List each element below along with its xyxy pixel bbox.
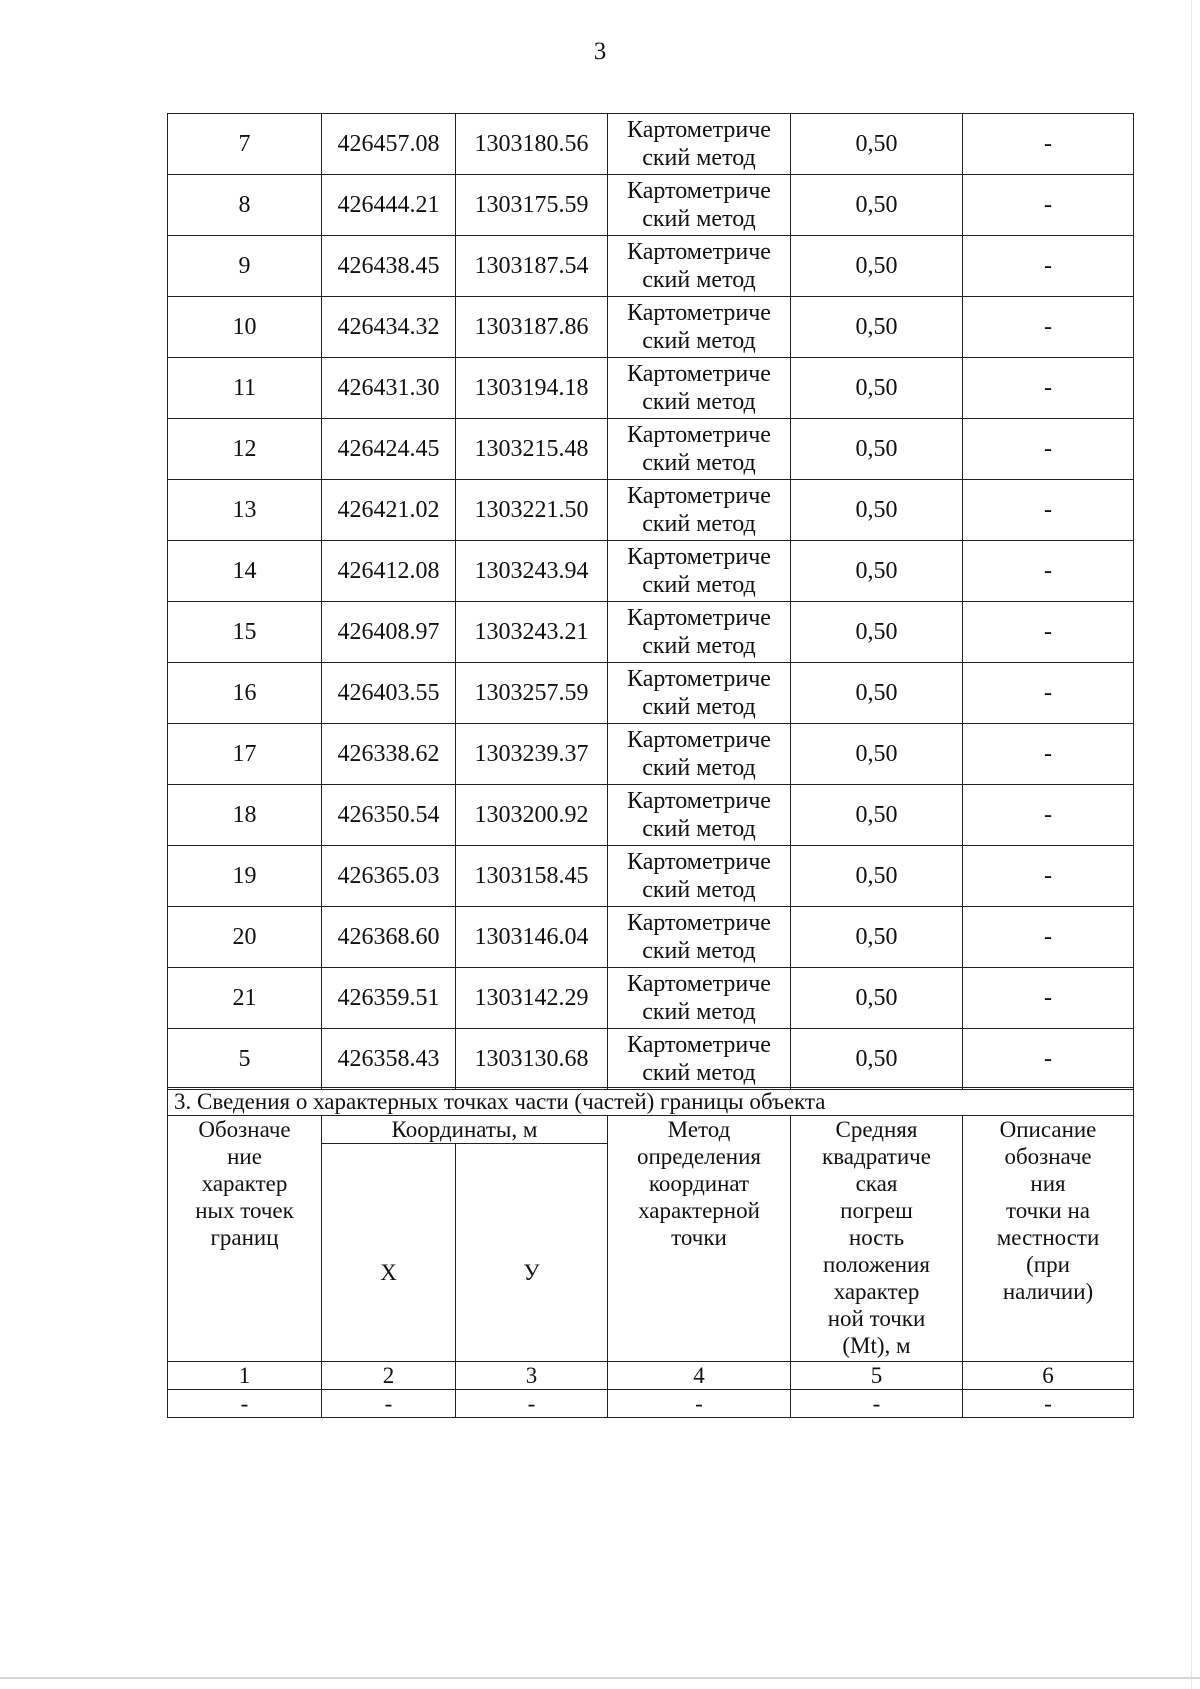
- point-number-cell: 18: [168, 785, 322, 846]
- description-cell: -: [963, 907, 1134, 968]
- method-cell: [608, 968, 791, 1029]
- coord-y-cell: 1303243.94: [456, 541, 608, 602]
- description-cell: -: [963, 785, 1134, 846]
- column-number-cell: 6: [963, 1362, 1134, 1390]
- header-line: ность: [848, 1225, 905, 1250]
- table-row: [168, 785, 1134, 846]
- table-row: [168, 968, 1134, 1029]
- error-cell: 0,50: [791, 907, 963, 968]
- error-cell: 0,50: [791, 785, 963, 846]
- method-line-1: Картометриче: [627, 300, 771, 326]
- empty-cell: -: [791, 1390, 963, 1418]
- method-line-1: Картометриче: [627, 910, 771, 936]
- empty-cell: -: [168, 1390, 322, 1418]
- method-line-2: ский метод: [642, 999, 756, 1025]
- header-line: положения: [823, 1252, 930, 1277]
- method-line-2: ский метод: [642, 572, 756, 598]
- point-number-cell: 20: [168, 907, 322, 968]
- header-line: погреш: [840, 1198, 913, 1223]
- method-line-1: Картометриче: [627, 117, 771, 143]
- coord-x-cell: 426358.43: [322, 1029, 456, 1090]
- column-number-cell: 1: [168, 1362, 322, 1390]
- method-line-1: Картометриче: [627, 178, 771, 204]
- method-line-2: ский метод: [642, 633, 756, 659]
- error-cell: 0,50: [791, 1029, 963, 1090]
- header-line: определения: [636, 1144, 761, 1169]
- empty-cell: -: [322, 1390, 456, 1418]
- header-line: обозначе: [1004, 1144, 1092, 1169]
- point-number-cell: 9: [168, 236, 322, 297]
- error-cell: 0,50: [791, 114, 963, 175]
- coord-y-cell: 1303187.54: [456, 236, 608, 297]
- description-cell: -: [963, 297, 1134, 358]
- header-line: Описание: [999, 1117, 1097, 1142]
- header-designation: [168, 1116, 322, 1362]
- method-line-1: Картометриче: [627, 422, 771, 448]
- header-line: ных точек: [195, 1198, 294, 1223]
- empty-data-row: [168, 1390, 1134, 1418]
- section-title: 3. Сведения о характерных точках части (частей) границы объекта: [168, 1088, 1134, 1116]
- empty-cell: -: [963, 1390, 1134, 1418]
- coord-y-cell: 1303130.68: [456, 1029, 608, 1090]
- method-line-2: ский метод: [642, 694, 756, 720]
- header-line: Средняя: [835, 1117, 918, 1142]
- coord-x-cell: 426338.62: [322, 724, 456, 785]
- header-line: Обозначе: [198, 1117, 291, 1142]
- page-number: 3: [593, 38, 607, 65]
- method-line-2: ский метод: [642, 389, 756, 415]
- method-cell: [608, 419, 791, 480]
- header-error: [791, 1116, 963, 1362]
- coord-y-cell: 1303200.92: [456, 785, 608, 846]
- coord-x-cell: 426350.54: [322, 785, 456, 846]
- method-line-1: Картометриче: [627, 239, 771, 265]
- description-cell: -: [963, 419, 1134, 480]
- table-row: [168, 480, 1134, 541]
- error-cell: 0,50: [791, 968, 963, 1029]
- coord-x-cell: 426424.45: [322, 419, 456, 480]
- header-y: У: [456, 1144, 608, 1362]
- table-row: [168, 1029, 1134, 1090]
- error-cell: 0,50: [791, 846, 963, 907]
- method-cell: [608, 602, 791, 663]
- coord-y-cell: 1303221.50: [456, 480, 608, 541]
- coord-y-cell: 1303142.29: [456, 968, 608, 1029]
- error-cell: 0,50: [791, 663, 963, 724]
- header-line: точки: [671, 1225, 727, 1250]
- column-number-cell: 2: [322, 1362, 456, 1390]
- method-line-1: Картометриче: [627, 1032, 771, 1058]
- header-line: ние: [227, 1144, 262, 1169]
- header-line: (Mt), м: [842, 1333, 911, 1358]
- header-line: ская: [855, 1171, 898, 1196]
- description-cell: -: [963, 236, 1134, 297]
- coord-y-cell: 1303146.04: [456, 907, 608, 968]
- empty-cell: -: [456, 1390, 608, 1418]
- description-cell: -: [963, 846, 1134, 907]
- point-number-cell: 15: [168, 602, 322, 663]
- method-line-1: Картометриче: [627, 605, 771, 631]
- method-line-1: Картометриче: [627, 849, 771, 875]
- point-number-cell: 7: [168, 114, 322, 175]
- header-line: (при: [1026, 1252, 1070, 1277]
- column-number-cell: 3: [456, 1362, 608, 1390]
- coord-x-cell: 426365.03: [322, 846, 456, 907]
- header-line: границ: [210, 1225, 279, 1250]
- coord-x-cell: 426412.08: [322, 541, 456, 602]
- header-line: наличии): [1002, 1279, 1094, 1304]
- description-cell: -: [963, 968, 1134, 1029]
- description-cell: -: [963, 602, 1134, 663]
- point-number-cell: 5: [168, 1029, 322, 1090]
- method-line-1: Картометриче: [627, 361, 771, 387]
- header-coordinates: Координаты, м: [322, 1116, 608, 1144]
- coord-y-cell: 1303175.59: [456, 175, 608, 236]
- header-line: Метод: [667, 1117, 731, 1142]
- method-line-2: ский метод: [642, 206, 756, 232]
- error-cell: 0,50: [791, 480, 963, 541]
- description-cell: -: [963, 114, 1134, 175]
- header-description: [963, 1116, 1134, 1362]
- coord-y-cell: 1303158.45: [456, 846, 608, 907]
- description-cell: -: [963, 480, 1134, 541]
- point-number-cell: 10: [168, 297, 322, 358]
- table-row: [168, 175, 1134, 236]
- point-number-cell: 17: [168, 724, 322, 785]
- coord-y-cell: 1303257.59: [456, 663, 608, 724]
- column-number-cell: 4: [608, 1362, 791, 1390]
- method-cell: [608, 358, 791, 419]
- method-cell: [608, 297, 791, 358]
- coord-y-cell: 1303243.21: [456, 602, 608, 663]
- coord-y-cell: 1303215.48: [456, 419, 608, 480]
- coord-y-cell: 1303239.37: [456, 724, 608, 785]
- header-line: характер: [201, 1171, 288, 1196]
- error-cell: 0,50: [791, 236, 963, 297]
- header-line: точки на: [1006, 1198, 1091, 1223]
- table-row: [168, 114, 1134, 175]
- method-line-2: ский метод: [642, 450, 756, 476]
- table-row: [168, 419, 1134, 480]
- method-cell: [608, 785, 791, 846]
- error-cell: 0,50: [791, 358, 963, 419]
- header-line: характерной: [638, 1198, 760, 1223]
- table-row: [168, 724, 1134, 785]
- method-line-2: ский метод: [642, 145, 756, 171]
- method-line-2: ский метод: [642, 938, 756, 964]
- point-number-cell: 12: [168, 419, 322, 480]
- error-cell: 0,50: [791, 541, 963, 602]
- method-cell: [608, 236, 791, 297]
- column-numbers-row: [168, 1362, 1134, 1390]
- coord-y-cell: 1303187.86: [456, 297, 608, 358]
- error-cell: 0,50: [791, 297, 963, 358]
- part-boundary-table: [167, 1087, 1134, 1418]
- method-cell: [608, 1029, 791, 1090]
- error-cell: 0,50: [791, 724, 963, 785]
- coord-x-cell: 426434.32: [322, 297, 456, 358]
- header-method: [608, 1116, 791, 1362]
- method-line-1: Картометриче: [627, 544, 771, 570]
- point-number-cell: 13: [168, 480, 322, 541]
- coord-x-cell: 426403.55: [322, 663, 456, 724]
- method-cell: [608, 846, 791, 907]
- point-number-cell: 19: [168, 846, 322, 907]
- table-row: [168, 236, 1134, 297]
- method-line-1: Картометриче: [627, 727, 771, 753]
- coord-x-cell: 426359.51: [322, 968, 456, 1029]
- scan-bottom-edge: [0, 1677, 1200, 1679]
- header-x: X: [322, 1144, 456, 1362]
- coord-x-cell: 426431.30: [322, 358, 456, 419]
- error-cell: 0,50: [791, 175, 963, 236]
- description-cell: -: [963, 175, 1134, 236]
- table-row: [168, 297, 1134, 358]
- method-line-2: ский метод: [642, 816, 756, 842]
- table-row: [168, 358, 1134, 419]
- method-cell: [608, 541, 791, 602]
- header-line: ной точки: [827, 1306, 926, 1331]
- description-cell: -: [963, 724, 1134, 785]
- table-row: [168, 541, 1134, 602]
- header-line: квадратиче: [822, 1144, 931, 1169]
- boundary-points-body: [168, 114, 1134, 1090]
- method-cell: [608, 724, 791, 785]
- boundary-points-table: [167, 113, 1134, 1090]
- header-line: местности: [996, 1225, 1100, 1250]
- method-line-1: Картометриче: [627, 971, 771, 997]
- table-row: [168, 663, 1134, 724]
- method-cell: [608, 114, 791, 175]
- description-cell: -: [963, 541, 1134, 602]
- coord-x-cell: 426421.02: [322, 480, 456, 541]
- method-line-1: Картометриче: [627, 483, 771, 509]
- coord-x-cell: 426457.08: [322, 114, 456, 175]
- point-number-cell: 14: [168, 541, 322, 602]
- empty-cell: -: [608, 1390, 791, 1418]
- method-line-1: Картометриче: [627, 788, 771, 814]
- error-cell: 0,50: [791, 602, 963, 663]
- method-line-1: Картометриче: [627, 666, 771, 692]
- method-line-2: ский метод: [642, 511, 756, 537]
- method-cell: [608, 907, 791, 968]
- method-line-2: ский метод: [642, 1060, 756, 1086]
- header-line: характер: [833, 1279, 920, 1304]
- point-number-cell: 8: [168, 175, 322, 236]
- header-line: ния: [1030, 1171, 1066, 1196]
- coord-x-cell: 426438.45: [322, 236, 456, 297]
- description-cell: -: [963, 358, 1134, 419]
- description-cell: -: [963, 663, 1134, 724]
- method-cell: [608, 663, 791, 724]
- table-row: [168, 846, 1134, 907]
- method-cell: [608, 175, 791, 236]
- description-cell: -: [963, 1029, 1134, 1090]
- error-cell: 0,50: [791, 419, 963, 480]
- scan-edge: [1191, 0, 1192, 1689]
- coord-x-cell: 426408.97: [322, 602, 456, 663]
- method-line-2: ский метод: [642, 755, 756, 781]
- method-line-2: ский метод: [642, 267, 756, 293]
- point-number-cell: 21: [168, 968, 322, 1029]
- method-line-2: ский метод: [642, 877, 756, 903]
- header-line: координат: [648, 1171, 750, 1196]
- coord-y-cell: 1303194.18: [456, 358, 608, 419]
- table-row: [168, 907, 1134, 968]
- table-row: [168, 602, 1134, 663]
- method-line-2: ский метод: [642, 328, 756, 354]
- coord-y-cell: 1303180.56: [456, 114, 608, 175]
- column-number-cell: 5: [791, 1362, 963, 1390]
- coord-x-cell: 426444.21: [322, 175, 456, 236]
- coord-x-cell: 426368.60: [322, 907, 456, 968]
- point-number-cell: 16: [168, 663, 322, 724]
- point-number-cell: 11: [168, 358, 322, 419]
- method-cell: [608, 480, 791, 541]
